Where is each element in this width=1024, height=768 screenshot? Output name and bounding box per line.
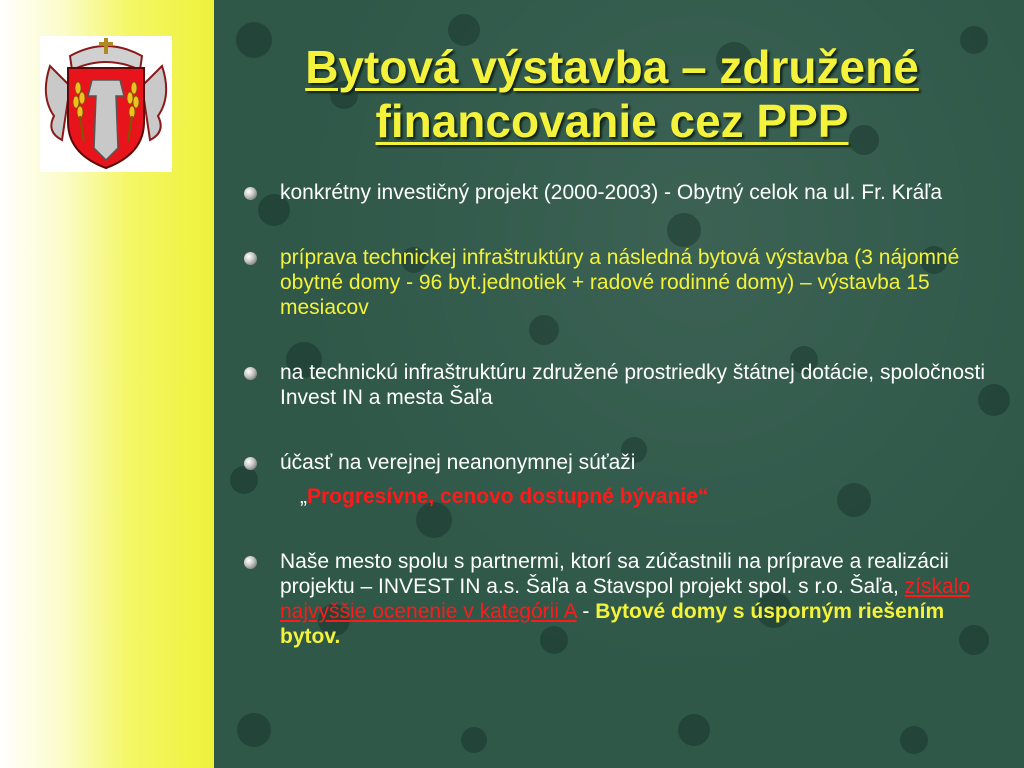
- bullet-item-award: [240, 549, 1000, 649]
- bullet-text: účasť na verejnej neanonymnej súťaži: [280, 451, 636, 474]
- award-separator: -: [576, 600, 596, 623]
- title-line-2: financovanie cez PPP: [375, 95, 849, 147]
- bullet-icon: [244, 556, 257, 569]
- coat-of-arms-icon: [40, 36, 172, 172]
- bullet-icon: [244, 252, 257, 265]
- bullet-text: konkrétny investičný projekt (2000-2003) - Obytný celok na ul. Fr. Kráľa: [280, 181, 943, 204]
- competition-quote-open: „: [300, 485, 307, 508]
- bullet-item-funding: [240, 360, 1000, 410]
- award-link[interactable]: získalo najvyššie ocenenie v kategórii A: [280, 575, 971, 623]
- bullet-item-project: [240, 180, 1000, 205]
- slide-title: [232, 40, 992, 148]
- competition-title: Progresívne, cenovo dostupné bývanie“: [307, 485, 709, 508]
- bullet-text: príprava technickej infraštruktúry a následná bytová výstavba (3 nájomné obytné domy - 96 byt.jednotiek + radové rodinné domy) – výstavba 15 mesiacov: [280, 246, 960, 319]
- bullet-item-infrastructure: [240, 245, 1000, 320]
- bullet-item-competition: [240, 450, 1000, 475]
- bullet-text: Naše mesto spolu s partnermi, ktorí sa zúčastnili na príprave a realizácii projektu – INVEST IN a.s. Šaľa a Stavspol projekt spol. s r.o. Šaľa,: [280, 550, 949, 598]
- bullet-icon: [244, 367, 257, 380]
- competition-name: [240, 484, 1000, 509]
- bullet-icon: [244, 187, 257, 200]
- bullet-text: na technickú infraštruktúru združené prostriedky štátnej dotácie, spoločnosti Invest IN a mesta Šaľa: [280, 361, 986, 409]
- bullet-icon: [244, 457, 257, 470]
- title-line-1: Bytová výstavba – združené: [305, 41, 919, 93]
- award-category: Bytové domy s úsporným riešením bytov.: [280, 600, 945, 648]
- bullet-list: [240, 180, 1000, 649]
